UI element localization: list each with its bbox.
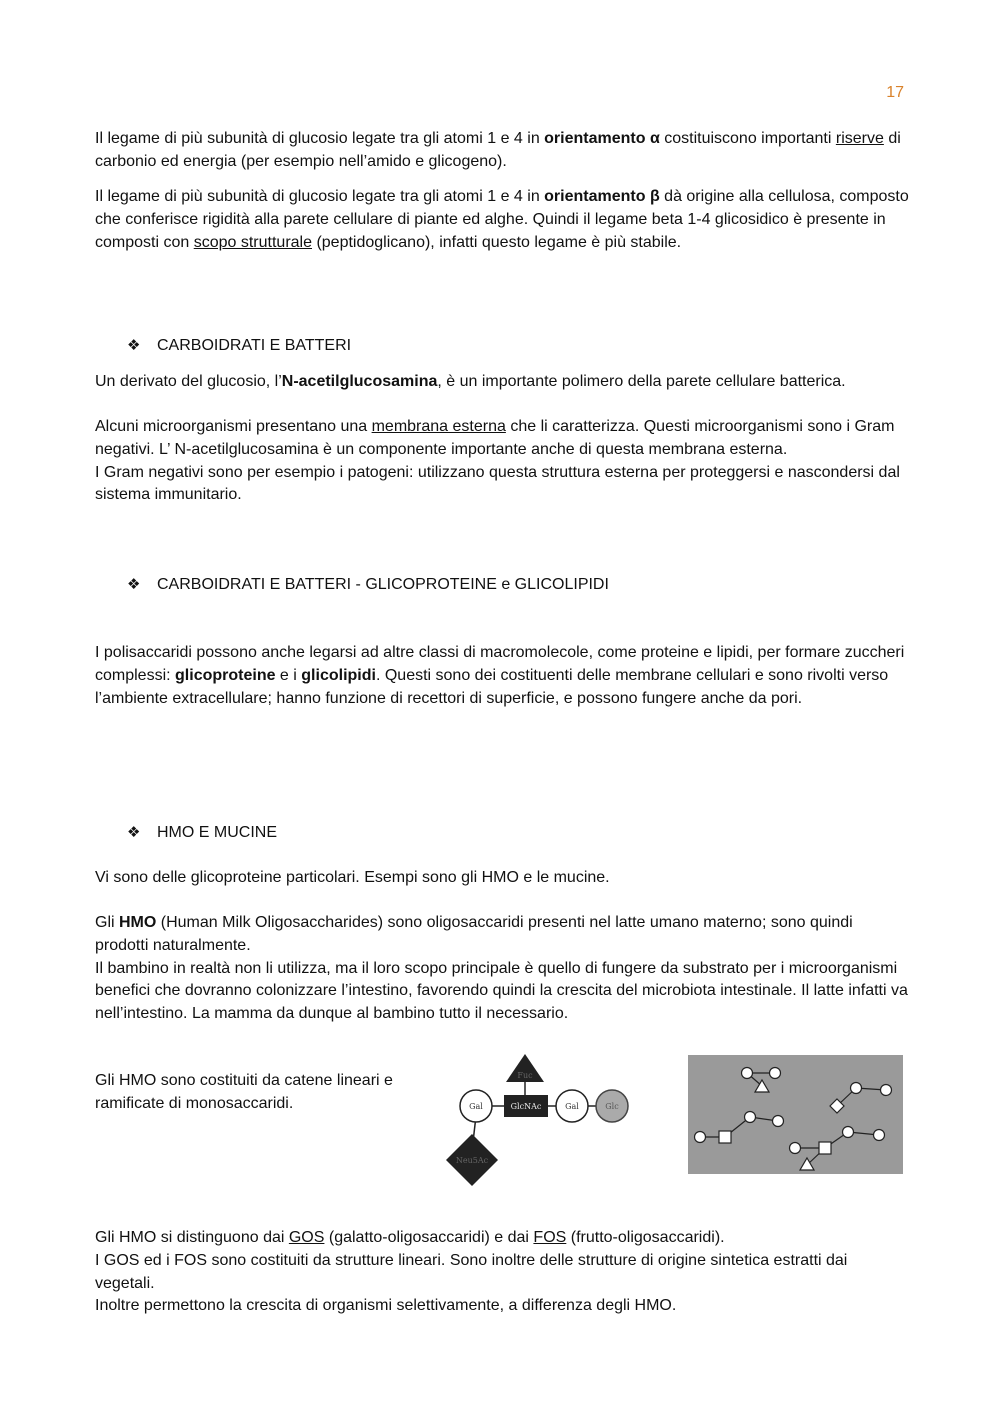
- bold-term: N-acetilglucosamina: [281, 373, 438, 390]
- paragraph-n-acetilglucosamina: [95, 371, 910, 394]
- text-segment: Gli HMO si distinguono dai: [95, 1229, 289, 1246]
- underlined-term: riserve: [835, 130, 884, 147]
- text-segment: e i: [275, 666, 302, 684]
- glucose-circle: [596, 1090, 628, 1122]
- neu5ac-diamond: [446, 1134, 498, 1186]
- bold-term: orientamento β: [544, 188, 660, 205]
- text-segment: Il legame di più subunità di glucosio legate tra gli atomi 1 e 4 in: [95, 130, 545, 147]
- section-heading-hmo-mucine: [127, 822, 277, 844]
- text-segment: (frutto-oligosaccaridi).: [566, 1229, 725, 1246]
- text-segment: , è un importante polimero della parete cellulare batterica.: [437, 373, 846, 390]
- heading-text: CARBOIDRATI E BATTERI - GLICOPROTEINE e GLICOLIPIDI: [157, 576, 609, 593]
- text-segment: . Questi sono dei costituenti delle membrane cellulari e sono rivolti verso l’ambiente extracellulare; hanno funzione di recettori di superficie, e possono fungere anche da pori.: [95, 666, 889, 707]
- section-heading-glicoproteine-glicolipidi: [127, 574, 609, 596]
- heading-text: CARBOIDRATI E BATTERI: [157, 337, 352, 354]
- galactose-circle: [556, 1090, 588, 1122]
- text-line: Inoltre permettono la crescita di organismi selettivamente, a differenza degli HMO.: [95, 1297, 677, 1315]
- text-segment: dà origine alla cellulosa, composto che conferisce rigidità alla parete cellulare di piante ed alghe. Quindi il legame beta 1-4 glicosidico è presente in composti con: [95, 188, 909, 251]
- heading-text: HMO E MUCINE: [157, 824, 277, 841]
- paragraph-glicoproteine-particolari: [95, 867, 910, 890]
- diamond-bullet-icon: ❖: [127, 576, 141, 593]
- paragraph-polisaccaridi: [95, 642, 910, 710]
- paragraph-hmo: [95, 912, 910, 1026]
- hmo-structure-diagram: [440, 1050, 640, 1190]
- text-line: Vi sono delle glicoproteine particolari. Esempi sono gli HMO e le mucine.: [95, 869, 610, 886]
- underlined-term: scopo strutturale: [193, 233, 312, 251]
- section-heading-carboidrati-batteri: [127, 335, 351, 357]
- text-segment: Il legame di più subunità di glucosio legate tra gli atomi 1 e 4 in: [95, 188, 545, 205]
- text-segment: Alcuni microorganismi presentano una: [95, 418, 372, 435]
- svg-text:GlcNAc: GlcNAc: [510, 1102, 542, 1111]
- bold-term: glicoproteine: [175, 666, 276, 684]
- paragraph-alpha: [95, 128, 910, 174]
- fucose-triangle: [506, 1054, 544, 1082]
- oligosaccharide-structures-panel: [688, 1055, 903, 1174]
- underlined-term: membrana esterna: [371, 418, 506, 435]
- svg-text:Neu5Ac: Neu5Ac: [455, 1156, 489, 1165]
- bold-term: HMO: [119, 914, 157, 931]
- svg-text:Gal: Gal: [565, 1102, 579, 1111]
- diamond-bullet-icon: ❖: [127, 337, 141, 354]
- text-segment: che li caratterizza. Questi microorganismi sono i Gram negativi. L’ N-acetilglucosamina è un componente importante anche di questa membrana esterna.: [95, 418, 895, 458]
- text-segment: Un derivato del glucosio, l’: [95, 373, 282, 390]
- text-segment: (Human Milk Oligosaccharides) sono oligosaccaridi presenti nel latte umano materno; sono quindi prodotti naturalmente.: [95, 914, 853, 954]
- galactose-circle: [460, 1090, 492, 1122]
- underlined-term: FOS: [533, 1229, 567, 1246]
- text-segment: Gli: [95, 914, 119, 931]
- svg-text:Gal: Gal: [469, 1102, 483, 1111]
- text-line: I GOS ed i FOS sono costituiti da strutture lineari. Sono inoltre delle strutture di origine sintetica estratti dai vegetali.: [95, 1251, 848, 1292]
- text-segment: costituiscono importanti: [659, 130, 836, 147]
- paragraph-hmo-catene: [95, 1070, 425, 1116]
- text-line: Gli HMO sono costituiti da catene lineari e ramificate di monosaccaridi.: [95, 1072, 393, 1112]
- text-line: Il bambino in realtà non li utilizza, ma il loro scopo principale è quello di fungere da substrato per i microorganismi benefici che dovranno colonizzare l’intestino, favorendo quindi la crescita del microbiota intestinale. Il latte infatti va nell’intestino. La mamma da dunque al bambino tutto il necessario.: [95, 959, 908, 1023]
- bold-term: glicolipidi: [301, 666, 376, 684]
- bold-term: orientamento α: [544, 130, 660, 147]
- text-segment: I polisaccaridi possono anche legarsi ad altre classi di macromolecole, come proteine e lipidi, per formare zuccheri complessi:: [95, 644, 905, 684]
- diamond-bullet-icon: ❖: [127, 824, 141, 841]
- svg-text:Fuc: Fuc: [517, 1071, 533, 1080]
- text-segment: (galatto-oligosaccaridi) e dai: [324, 1229, 534, 1246]
- paragraph-beta: [95, 186, 910, 254]
- svg-text:Glc: Glc: [605, 1102, 619, 1111]
- page-number: 17: [886, 84, 904, 101]
- text-segment: (peptidoglicano), infatti questo legame è più stabile.: [312, 233, 682, 251]
- text-segment: di carbonio ed energia (per esempio nell’amido e glicogeno).: [95, 130, 901, 170]
- underlined-term: GOS: [288, 1229, 325, 1246]
- paragraph-gos-fos: [95, 1227, 910, 1318]
- text-line: I Gram negativi sono per esempio i patogeni: utilizzano questa struttura esterna per proteggersi e nascondersi dal sistema immunitario.: [95, 463, 900, 504]
- paragraph-gram-negativi: [95, 416, 910, 507]
- glcnac-square: [504, 1095, 548, 1117]
